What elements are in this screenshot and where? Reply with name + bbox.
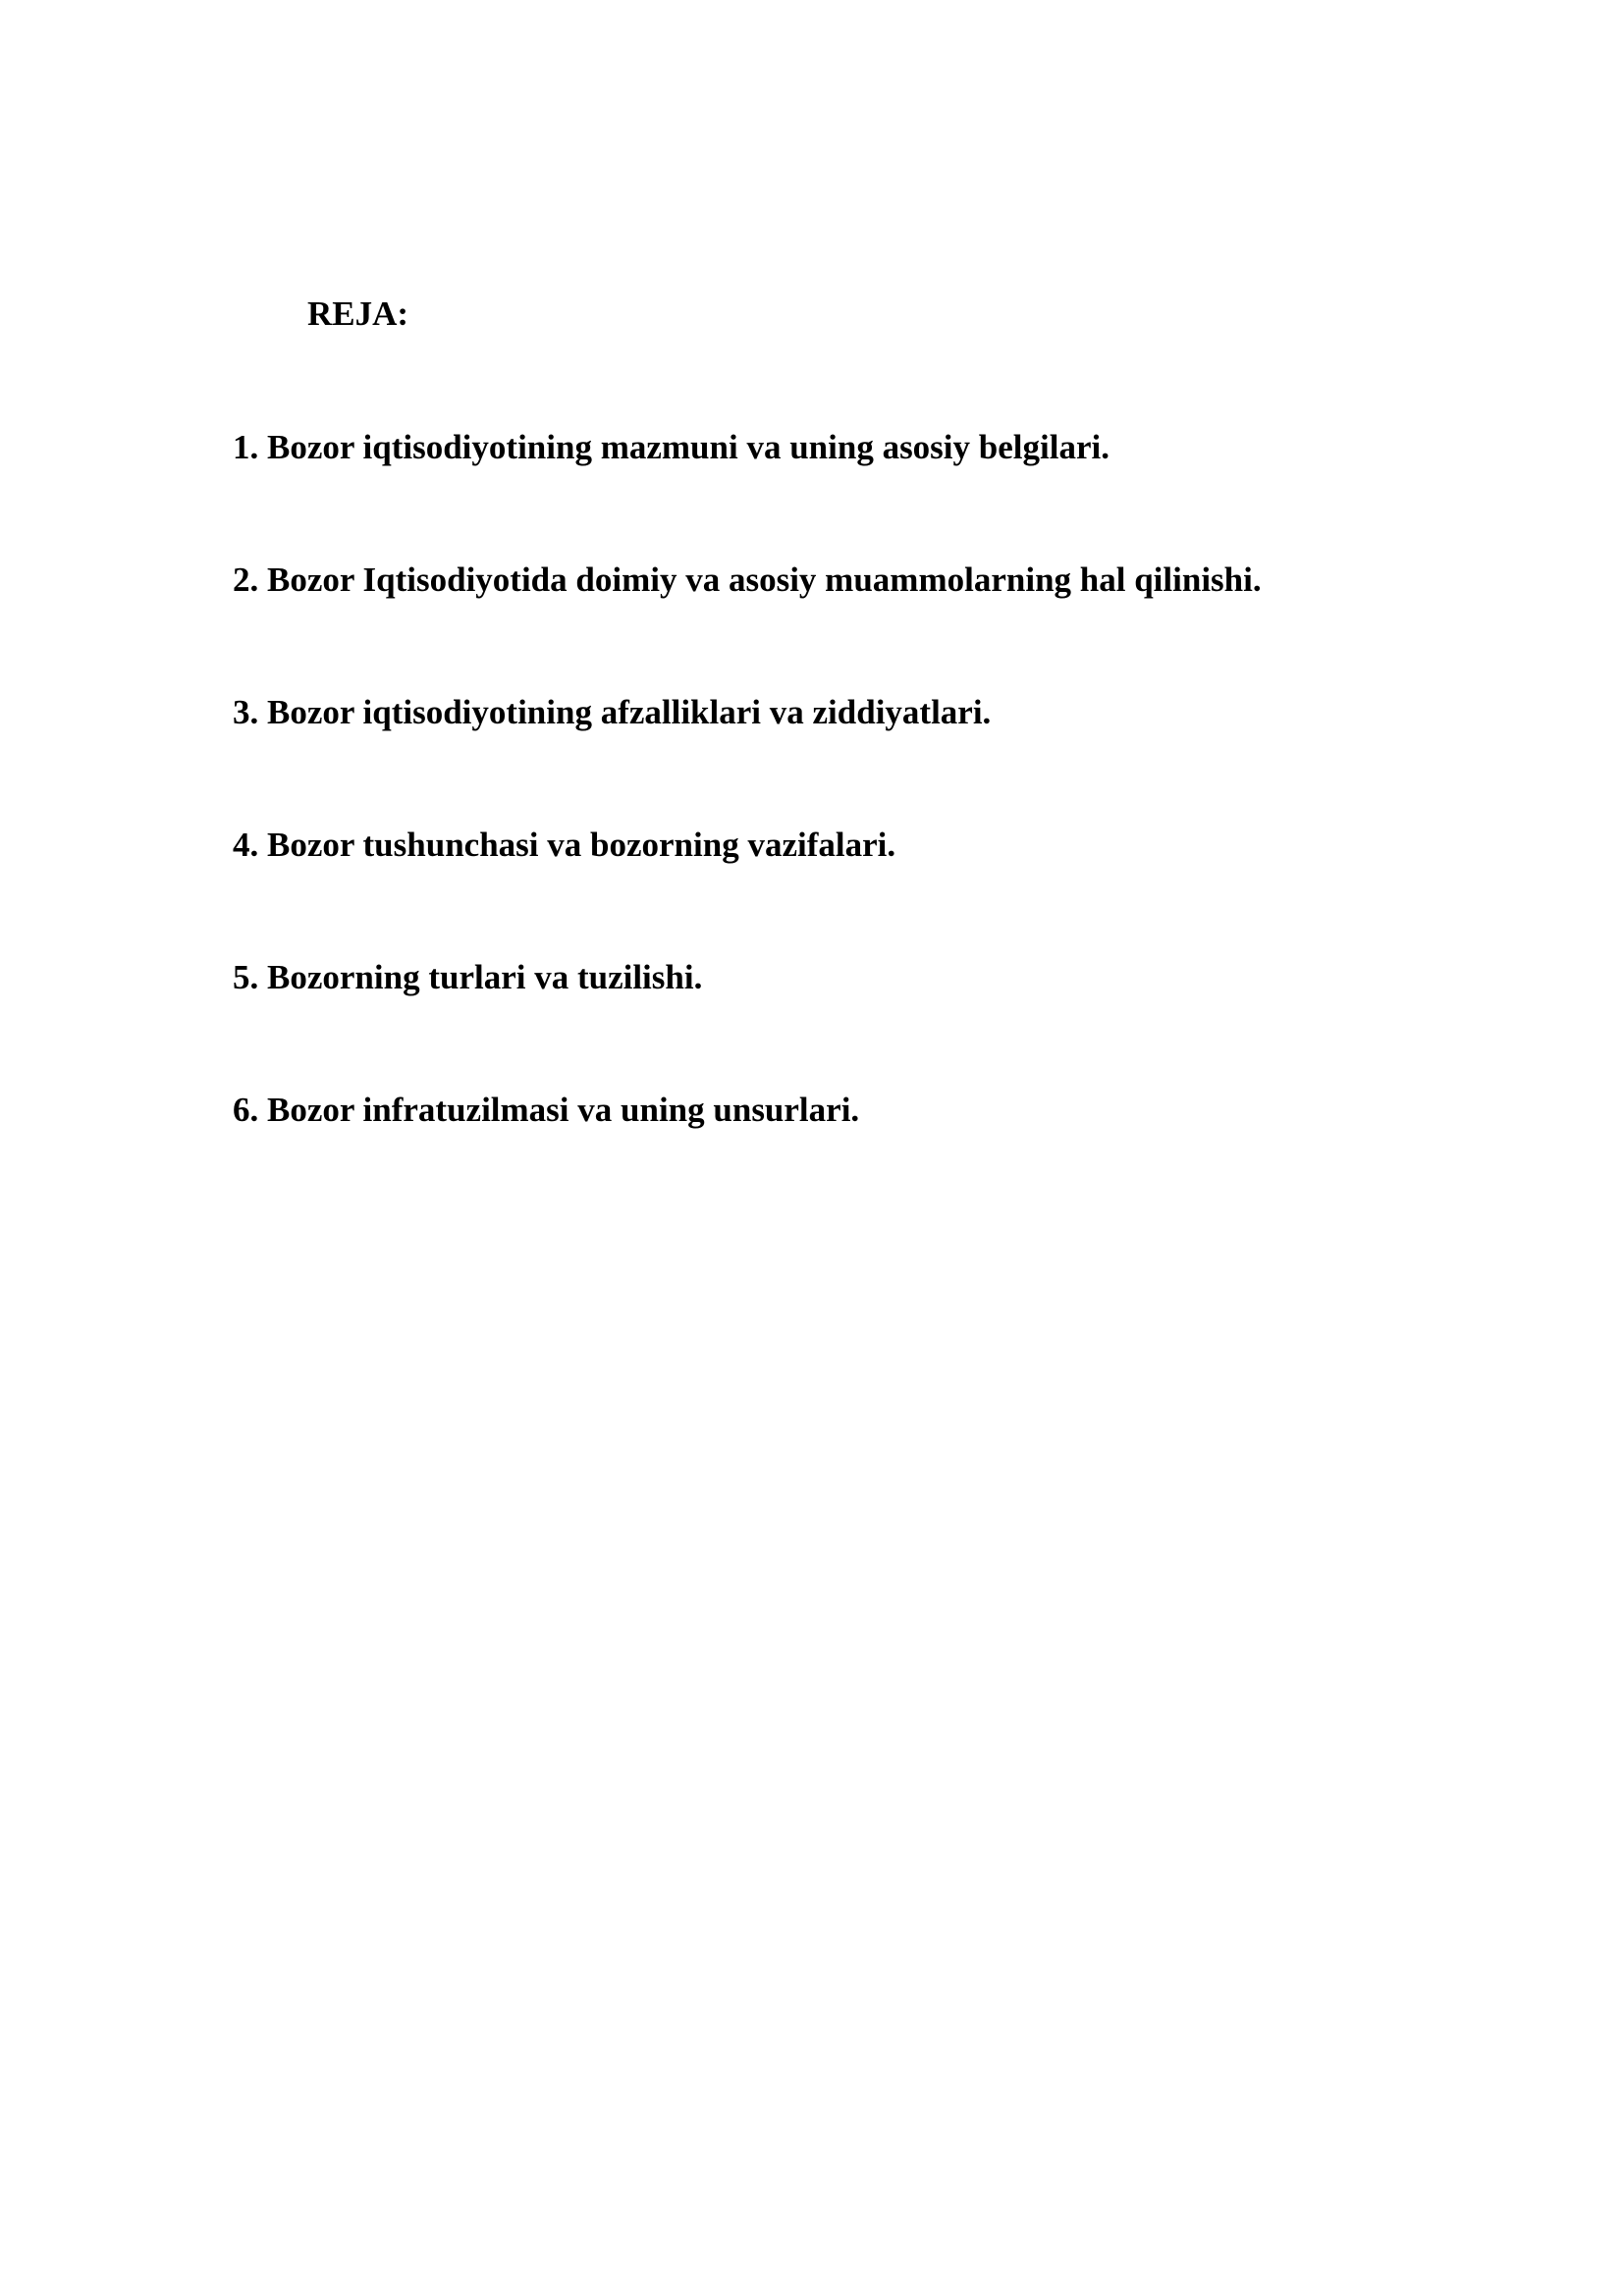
plan-item-6: 6. Bozor infratuzilmasi va uning unsurlari. xyxy=(233,1091,860,1129)
plan-item-4: 4. Bozor tushunchasi va bozorning vazifalari. xyxy=(233,826,896,864)
plan-item-3: 3. Bozor iqtisodiyotining afzalliklari va ziddiyatlari. xyxy=(233,693,992,731)
plan-list xyxy=(233,430,1262,1127)
plan-heading: REJA: xyxy=(307,294,409,333)
plan-item-5: 5. Bozorning turlari va tuzilishi. xyxy=(233,958,703,996)
plan-item-1: 1. Bozor iqtisodiyotining mazmuni va uning asosiy belgilari. xyxy=(233,428,1110,466)
plan-item-2: 2. Bozor Iqtisodiyotida doimiy va asosiy muammolarning hal qilinishi. xyxy=(233,561,1262,599)
